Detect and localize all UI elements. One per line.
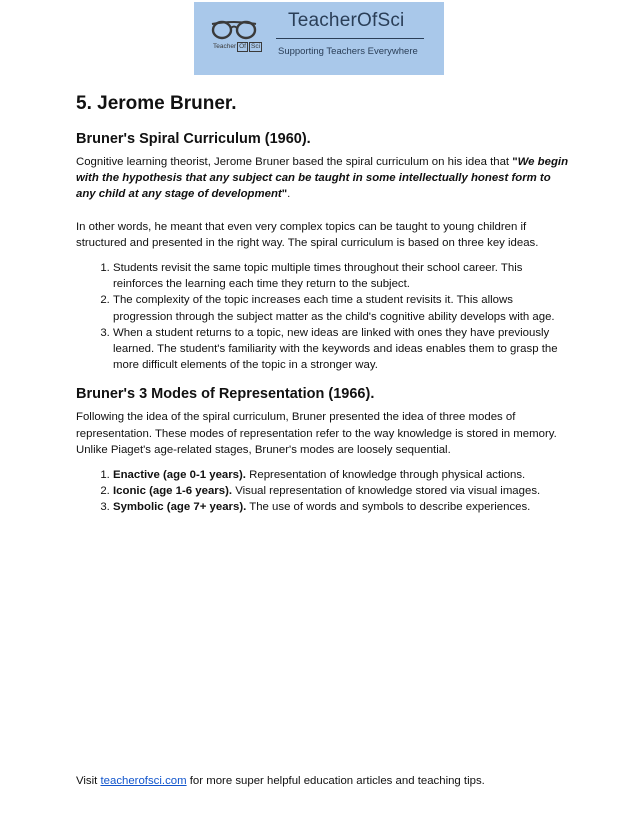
website-link[interactable]: teacherofsci.com [100, 775, 187, 787]
spiral-ideas-list [76, 260, 571, 373]
quote-close: " [281, 188, 288, 201]
spiral-intro-text: Cognitive learning theorist, Jerome Bruner based the spiral curriculum on his idea that [76, 156, 513, 168]
spiral-intro [76, 154, 571, 203]
logo-wordmark [213, 42, 262, 52]
logo-word-of: Of [239, 43, 246, 50]
modes-paragraph: Following the idea of the spiral curriculum, Bruner presented the idea of three modes of representation. These modes of representation refer to the way knowledge is stored in memory. Unlike Piaget's age-related stages, Bruner's modes are loosely sequential. [76, 411, 557, 456]
logo-word-teacher: Teacher [213, 43, 237, 50]
list-item [113, 483, 571, 499]
footer-text-before: Visit [76, 775, 101, 787]
footer-text-after: for more super helpful education articles and teaching tips. [186, 775, 485, 787]
list-item: 2. The complexity of the topic increases each time a student revisits it. This allows progression through the subject matter as the child's cognitive ability develops with age. [113, 292, 571, 324]
quote-open: " [512, 156, 518, 168]
mode-description: Visual representation of knowledge stored via visual images. [232, 485, 541, 498]
modes-section [76, 385, 571, 515]
glasses-icon [210, 18, 258, 42]
list-item: 3. When a student returns to a topic, new ideas are linked with ones they have previously learned. The student's familiarity with the keywords and ideas enables them to grasp the more difficult elements of the topic in a stronger way. [113, 325, 571, 374]
brand-tagline: Supporting Teachers Everywhere [278, 46, 418, 57]
page-title: 5. Jerome Bruner. [76, 93, 237, 114]
spiral-paragraph: In other words, he meant that even very complex topics can be taught to young children if structured and presented in the right way. The spiral curriculum is based on three key ideas. [76, 220, 539, 249]
brand-name: TeacherOfSci [288, 10, 405, 31]
brand-divider [276, 38, 424, 39]
footer [76, 773, 485, 789]
list-item [113, 467, 571, 483]
mode-label: Enactive (age 0-1 years). [113, 469, 246, 482]
article-body [76, 92, 571, 516]
mode-label: Iconic (age 1-6 years). [113, 485, 233, 498]
spiral-intro-end: . [287, 188, 291, 201]
spiral-heading: Bruner's Spiral Curriculum (1960). [76, 131, 311, 147]
list-item: 1. Students revisit the same topic multiple times throughout their school career. This reinforces the learning each time they return to the subject. [113, 260, 571, 292]
modes-heading: Bruner's 3 Modes of Representation (1966). [76, 386, 375, 403]
modes-list [76, 467, 571, 516]
bruner-quote: We begin with the hypothesis that any subject can be taught in some intellectually honest form to any child at any stage of development [76, 156, 569, 201]
logo-word-sci: Sci [251, 43, 261, 50]
mode-description: Representation of knowledge through physical actions. [245, 469, 526, 482]
list-item [113, 499, 571, 515]
mode-label: Symbolic (age 7+ years). [113, 501, 247, 514]
header-banner [194, 2, 444, 75]
mode-description: The use of words and symbols to describe experiences. [246, 501, 531, 514]
